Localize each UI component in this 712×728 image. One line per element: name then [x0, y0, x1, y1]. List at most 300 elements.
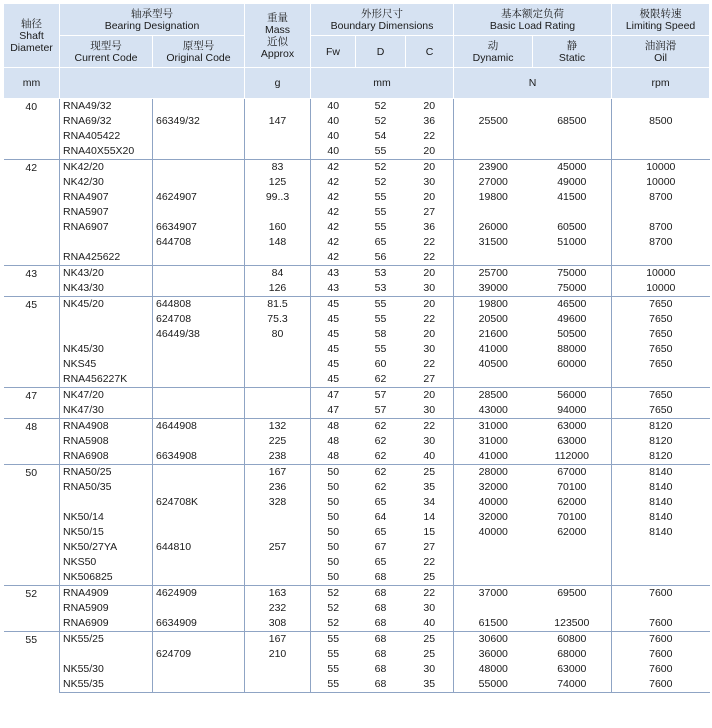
mass-cell: 308: [245, 616, 311, 632]
oil-speed-cell: 8500: [612, 114, 710, 129]
d-cell: 62: [374, 435, 387, 447]
static-cell: 94000: [557, 404, 587, 416]
c-cell: 30: [423, 663, 436, 675]
static-cell: [533, 372, 612, 388]
table-row: [4, 357, 710, 372]
d-cell: 57: [374, 404, 387, 416]
fw-cell: 55: [311, 632, 356, 648]
fw-cell: 42: [311, 160, 356, 176]
original-code-cell: 4624909: [153, 586, 245, 602]
c-cell: 22: [406, 419, 454, 435]
unit-speed: rpm: [612, 68, 710, 99]
d-cell: 68: [374, 571, 387, 583]
mass-cell: 238: [245, 449, 311, 465]
original-code-cell: [153, 372, 245, 388]
static-cell: 60500: [557, 221, 587, 233]
current-code-cell: RNA40X55X20: [60, 144, 153, 160]
static-cell: [533, 99, 612, 115]
c-cell: 36: [423, 221, 436, 233]
d-cell: 68: [356, 632, 406, 648]
header-oil: 油润滑 Oil: [612, 36, 710, 68]
mass-cell: 126: [245, 281, 311, 297]
original-code-cell: 6634908: [153, 449, 245, 465]
c-cell: 35: [423, 481, 436, 493]
dynamic-cell: 55000: [454, 677, 533, 693]
current-code-cell: RNA4908: [60, 419, 153, 435]
d-cell: 52: [356, 99, 406, 115]
mass-cell: [245, 510, 311, 525]
oil-speed-cell: 7600: [612, 647, 710, 662]
dynamic-cell: 43000: [454, 403, 533, 419]
original-code-cell: [153, 480, 245, 495]
shaft-diameter-cell: 52: [4, 586, 60, 632]
dynamic-cell: 30600: [454, 632, 533, 648]
d-cell: 68: [356, 677, 406, 693]
static-cell: 68500: [557, 115, 587, 127]
oil-speed-cell: 7650: [612, 342, 710, 357]
oil-speed-cell: 8700: [612, 190, 710, 205]
mass-cell: 81.5: [245, 297, 311, 313]
original-code-cell: [153, 205, 245, 220]
static-cell: 49000: [557, 176, 587, 188]
table-row: [4, 160, 710, 176]
mass-cell: [245, 388, 311, 404]
dynamic-cell: 28500: [454, 388, 533, 404]
current-code-cell: RNA4909: [60, 586, 153, 602]
mass-cell: 167: [245, 632, 311, 648]
original-code-cell: 66349/32: [153, 114, 245, 129]
table-row: [4, 525, 710, 540]
c-cell: 27: [423, 541, 436, 553]
current-code-cell: RNA425622: [60, 250, 153, 266]
fw-cell: 50: [311, 570, 356, 586]
static-cell: 74000: [533, 677, 612, 693]
fw-cell: 40: [311, 114, 356, 129]
oil-speed-cell: 7600: [612, 662, 710, 677]
header-shaft-diameter: 轴径 Shaft Diameter: [4, 4, 60, 68]
current-code-cell: RNA456227K: [60, 372, 153, 388]
table-row: [4, 342, 710, 357]
c-cell: 22: [423, 251, 436, 263]
header-designation: 轴承型号 Bearing Designation: [60, 4, 245, 36]
current-code-cell: NK55/25: [60, 632, 153, 648]
d-cell: 55: [374, 221, 387, 233]
d-cell: 52: [356, 160, 406, 176]
table-row: [4, 677, 710, 693]
dynamic-cell: 20500: [454, 312, 533, 327]
fw-cell: 40: [311, 144, 356, 160]
mass-cell: 99..3: [245, 190, 311, 205]
unit-dims: mm: [311, 68, 454, 99]
table-row: [4, 144, 710, 160]
dynamic-cell: 31000: [454, 419, 533, 435]
dynamic-cell: [454, 540, 533, 555]
oil-speed-cell: 10000: [612, 281, 710, 297]
table-body: [4, 99, 710, 693]
static-cell: 49600: [557, 313, 587, 325]
d-cell: 62: [356, 465, 406, 481]
table-row: [4, 662, 710, 677]
original-code-cell: 644708: [153, 235, 245, 250]
static-cell: 63000: [557, 435, 587, 447]
oil-speed-cell: [612, 540, 710, 555]
oil-speed-cell: 7600: [612, 586, 710, 602]
d-cell: 54: [374, 130, 387, 142]
dynamic-cell: [454, 144, 533, 160]
shaft-diameter-cell: 40: [4, 99, 60, 160]
static-cell: 60800: [533, 632, 612, 648]
c-cell: 20: [406, 388, 454, 404]
d-cell: 64: [374, 511, 387, 523]
table-row: [4, 480, 710, 495]
current-code-cell: NK55/30: [60, 662, 153, 677]
c-cell: 14: [423, 511, 436, 523]
dynamic-cell: 25700: [454, 266, 533, 282]
static-cell: 112000: [554, 450, 589, 462]
oil-speed-cell: 7600: [612, 677, 710, 693]
dynamic-cell: 27000: [454, 175, 533, 190]
static-cell: 75000: [557, 282, 587, 294]
table-row: [4, 570, 710, 586]
static-cell: 63000: [557, 663, 587, 675]
table-row: [4, 220, 710, 235]
c-cell: 20: [406, 99, 454, 115]
header-load-rating: 基本额定负荷 Basic Load Rating: [454, 4, 612, 36]
current-code-cell: RNA6907: [60, 220, 153, 235]
d-cell: 52: [374, 115, 387, 127]
c-cell: 36: [423, 115, 436, 127]
original-code-cell: [153, 570, 245, 586]
header-static: 静 Static: [533, 36, 612, 68]
table-row: [4, 114, 710, 129]
current-code-cell: NKS50: [60, 555, 153, 570]
table-row: [4, 297, 710, 313]
oil-speed-cell: [612, 601, 710, 616]
mass-cell: 84: [245, 266, 311, 282]
header-dynamic: 动 Dynamic: [454, 36, 533, 68]
original-code-cell: [153, 434, 245, 449]
oil-speed-cell: 8700: [612, 220, 710, 235]
original-code-cell: [153, 250, 245, 266]
c-cell: 25: [423, 648, 436, 660]
d-cell: 55: [374, 343, 387, 355]
current-code-cell: RNA4907: [60, 190, 153, 205]
c-cell: 34: [423, 496, 436, 508]
fw-cell: 43: [311, 281, 356, 297]
d-cell: 65: [374, 236, 387, 248]
fw-cell: 52: [311, 616, 356, 632]
c-cell: 27: [423, 206, 436, 218]
original-code-cell: [153, 266, 245, 282]
table-row: [4, 495, 710, 510]
d-cell: 55: [374, 206, 387, 218]
current-code-cell: NK43/20: [60, 266, 153, 282]
oil-speed-cell: [612, 570, 710, 586]
header-fw: Fw: [311, 36, 356, 68]
fw-cell: 40: [311, 129, 356, 144]
oil-speed-cell: [612, 372, 710, 388]
original-code-cell: 644810: [153, 540, 245, 555]
c-cell: 25: [406, 632, 454, 648]
original-code-cell: 624709: [153, 647, 245, 662]
oil-speed-cell: 8120: [612, 419, 710, 435]
fw-cell: 50: [311, 465, 356, 481]
dynamic-cell: 31000: [454, 434, 533, 449]
current-code-cell: NK47/20: [60, 388, 153, 404]
table-row: [4, 434, 710, 449]
original-code-cell: [153, 144, 245, 160]
oil-speed-cell: 7650: [612, 357, 710, 372]
dynamic-cell: 23900: [454, 160, 533, 176]
c-cell: 15: [423, 526, 436, 538]
fw-cell: 52: [311, 601, 356, 616]
static-cell: 70100: [557, 511, 587, 523]
fw-cell: 55: [311, 662, 356, 677]
current-code-cell: RNA5907: [60, 205, 153, 220]
fw-cell: 55: [311, 647, 356, 662]
c-cell: 22: [423, 556, 436, 568]
table-row: [4, 235, 710, 250]
static-cell: 60000: [557, 358, 587, 370]
mass-cell: 236: [245, 480, 311, 495]
mass-cell: [245, 357, 311, 372]
fw-cell: 42: [311, 205, 356, 220]
d-cell: 62: [356, 419, 406, 435]
original-code-cell: [153, 662, 245, 677]
dynamic-cell: 61500: [454, 616, 533, 632]
table-row: [4, 312, 710, 327]
d-cell: 65: [374, 556, 387, 568]
fw-cell: 52: [311, 586, 356, 602]
c-cell: 35: [406, 677, 454, 693]
mass-cell: 148: [245, 235, 311, 250]
table-row: [4, 190, 710, 205]
oil-speed-cell: 8140: [612, 465, 710, 481]
shaft-diameter-cell: 55: [4, 632, 60, 693]
static-cell: 88000: [557, 343, 587, 355]
c-cell: 20: [406, 266, 454, 282]
original-code-cell: [153, 281, 245, 297]
c-cell: 22: [423, 358, 436, 370]
c-cell: 20: [406, 297, 454, 313]
table-row: [4, 250, 710, 266]
d-cell: 52: [374, 176, 387, 188]
current-code-cell: NK50/14: [60, 510, 153, 525]
fw-cell: 42: [311, 220, 356, 235]
static-cell: 50500: [557, 328, 587, 340]
static-cell: 67000: [533, 465, 612, 481]
c-cell: 22: [406, 586, 454, 602]
header-current-code: 现型号 Current Code: [60, 36, 153, 68]
dynamic-cell: [454, 129, 533, 144]
header-limiting-speed: 极限转速 Limiting Speed: [612, 4, 710, 36]
original-code-cell: 4624907: [153, 190, 245, 205]
dynamic-cell: [454, 555, 533, 570]
original-code-cell: [153, 525, 245, 540]
c-cell: 30: [423, 435, 436, 447]
d-cell: 62: [374, 450, 387, 462]
current-code-cell: RNA405422: [60, 129, 153, 144]
c-cell: 20: [423, 191, 436, 203]
shaft-diameter-cell: 45: [4, 297, 60, 388]
d-cell: 68: [374, 602, 387, 614]
original-code-cell: [153, 465, 245, 481]
static-cell: [533, 570, 612, 586]
original-code-cell: [153, 510, 245, 525]
table-row: [4, 616, 710, 632]
fw-cell: 55: [311, 677, 356, 693]
original-code-cell: [153, 357, 245, 372]
static-cell: 41500: [557, 191, 587, 203]
d-cell: 62: [374, 373, 387, 385]
current-code-cell: NK42/30: [60, 175, 153, 190]
current-code-cell: NK42/20: [60, 160, 153, 176]
current-code-cell: RNA69/32: [60, 114, 153, 129]
original-code-cell: [153, 175, 245, 190]
original-code-cell: [153, 601, 245, 616]
oil-speed-cell: 7650: [612, 297, 710, 313]
static-cell: 63000: [533, 419, 612, 435]
c-cell: 30: [423, 176, 436, 188]
dynamic-cell: 36000: [454, 647, 533, 662]
static-cell: 51000: [557, 236, 587, 248]
fw-cell: 47: [311, 388, 356, 404]
fw-cell: 48: [311, 419, 356, 435]
current-code-cell: NK506825: [60, 570, 153, 586]
d-cell: 62: [374, 481, 387, 493]
mass-cell: 328: [245, 495, 311, 510]
current-code-cell: NK50/15: [60, 525, 153, 540]
mass-cell: [245, 250, 311, 266]
shaft-diameter-cell: 43: [4, 266, 60, 297]
c-cell: 30: [423, 343, 436, 355]
d-cell: 65: [374, 496, 387, 508]
table-row: [4, 327, 710, 342]
oil-speed-cell: [612, 144, 710, 160]
static-cell: [533, 540, 612, 555]
c-cell: 40: [423, 450, 436, 462]
current-code-cell: [60, 235, 153, 250]
original-code-cell: [153, 632, 245, 648]
current-code-cell: RNA50/25: [60, 465, 153, 481]
d-cell: 57: [356, 388, 406, 404]
dynamic-cell: 41000: [454, 449, 533, 465]
current-code-cell: RNA49/32: [60, 99, 153, 115]
fw-cell: 45: [311, 357, 356, 372]
mass-cell: [245, 677, 311, 693]
static-cell: 62000: [557, 496, 587, 508]
table-row: [4, 129, 710, 144]
current-code-cell: [60, 312, 153, 327]
current-code-cell: [60, 647, 153, 662]
mass-cell: [245, 372, 311, 388]
d-cell: 55: [374, 313, 387, 325]
mass-cell: 160: [245, 220, 311, 235]
mass-cell: 167: [245, 465, 311, 481]
dynamic-cell: 39000: [454, 281, 533, 297]
shaft-diameter-cell: 47: [4, 388, 60, 419]
mass-cell: [245, 555, 311, 570]
mass-cell: [245, 205, 311, 220]
fw-cell: 50: [311, 540, 356, 555]
dynamic-cell: 40000: [454, 525, 533, 540]
mass-cell: 147: [245, 114, 311, 129]
mass-cell: [245, 570, 311, 586]
original-code-cell: [153, 342, 245, 357]
fw-cell: 50: [311, 510, 356, 525]
d-cell: 58: [374, 328, 387, 340]
oil-speed-cell: 7600: [612, 616, 710, 632]
dynamic-cell: [454, 372, 533, 388]
unit-diameter: mm: [4, 68, 60, 99]
original-code-cell: [153, 555, 245, 570]
fw-cell: 42: [311, 250, 356, 266]
current-code-cell: RNA5909: [60, 601, 153, 616]
unit-designation-empty: [60, 68, 245, 99]
mass-cell: [245, 342, 311, 357]
oil-speed-cell: [612, 555, 710, 570]
oil-speed-cell: 7650: [612, 312, 710, 327]
oil-speed-cell: 8120: [612, 434, 710, 449]
fw-cell: 42: [311, 235, 356, 250]
header-boundary: 外形尺寸 Boundary Dimensions: [311, 4, 454, 36]
fw-cell: 42: [311, 190, 356, 205]
table-row: [4, 266, 710, 282]
mass-cell: 83: [245, 160, 311, 176]
table-row: [4, 540, 710, 555]
fw-cell: 45: [311, 327, 356, 342]
dynamic-cell: [454, 205, 533, 220]
oil-speed-cell: 8700: [612, 235, 710, 250]
c-cell: 27: [423, 373, 436, 385]
current-code-cell: RNA6908: [60, 449, 153, 465]
c-cell: 20: [406, 160, 454, 176]
current-code-cell: RNA5908: [60, 434, 153, 449]
header-d: D: [356, 36, 406, 68]
d-cell: 65: [374, 526, 387, 538]
mass-cell: 232: [245, 601, 311, 616]
mass-cell: 257: [245, 540, 311, 555]
bearing-table: [3, 3, 710, 693]
dynamic-cell: 41000: [454, 342, 533, 357]
d-cell: 55: [356, 297, 406, 313]
current-code-cell: NK50/27YA: [60, 540, 153, 555]
d-cell: 68: [356, 586, 406, 602]
static-cell: 46500: [533, 297, 612, 313]
static-cell: [533, 555, 612, 570]
dynamic-cell: 31500: [454, 235, 533, 250]
dynamic-cell: [454, 99, 533, 115]
original-code-cell: 644808: [153, 297, 245, 313]
mass-cell: 163: [245, 586, 311, 602]
dynamic-cell: 48000: [454, 662, 533, 677]
c-cell: 22: [423, 130, 436, 142]
table-row: [4, 555, 710, 570]
dynamic-cell: [454, 250, 533, 266]
table-row: [4, 175, 710, 190]
table-row: [4, 99, 710, 115]
c-cell: 20: [423, 328, 436, 340]
table-row: [4, 632, 710, 648]
original-code-cell: 4644908: [153, 419, 245, 435]
current-code-cell: NK45/20: [60, 297, 153, 313]
fw-cell: 45: [311, 312, 356, 327]
static-cell: 62000: [557, 526, 587, 538]
c-cell: 25: [423, 571, 436, 583]
dynamic-cell: 28000: [454, 465, 533, 481]
static-cell: 70100: [557, 481, 587, 493]
dynamic-cell: 32000: [454, 480, 533, 495]
